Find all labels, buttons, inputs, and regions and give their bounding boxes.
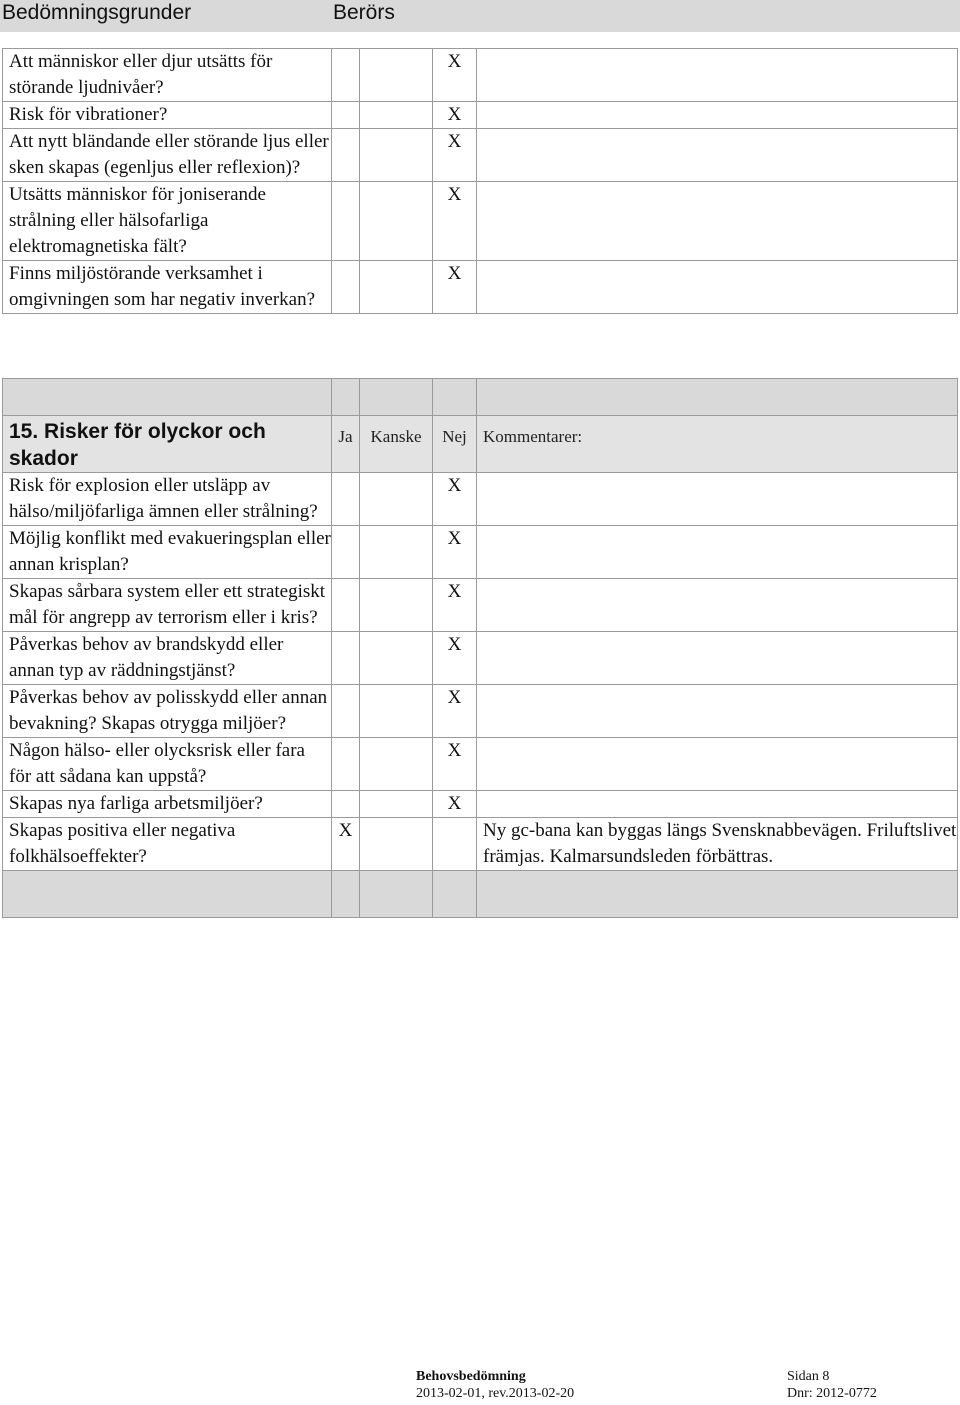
question-cell: Utsätts människor för joniserande strålning eller hälsofarliga elektromagnetiska fält? <box>3 182 332 261</box>
table-row <box>3 526 958 579</box>
table-row <box>3 791 958 818</box>
section-spacer-row <box>3 379 958 416</box>
ja-cell <box>332 49 360 102</box>
table-row <box>3 182 958 261</box>
ja-cell <box>332 261 360 314</box>
nej-cell: X <box>433 526 477 579</box>
kanske-cell <box>360 738 433 791</box>
nej-cell: X <box>433 791 477 818</box>
criteria-table-section-15 <box>2 378 958 918</box>
criteria-table-top <box>2 48 958 314</box>
col-ja-label: Ja <box>338 427 353 446</box>
ja-cell <box>332 102 360 129</box>
comment-cell <box>477 182 958 261</box>
question-cell: Att nytt bländande eller störande ljus eller sken skapas (egenljus eller reflexion)? <box>3 129 332 182</box>
comment-cell <box>477 129 958 182</box>
kanske-cell <box>360 102 433 129</box>
kanske-cell <box>360 129 433 182</box>
footer-dates: 2013-02-01, rev.2013-02-20 <box>416 1386 575 1401</box>
page-footer <box>0 1368 960 1404</box>
comment-cell <box>477 526 958 579</box>
table-row <box>3 632 958 685</box>
comment-cell <box>477 738 958 791</box>
table-row <box>3 473 958 526</box>
comment-cell <box>477 791 958 818</box>
kanske-cell <box>360 182 433 261</box>
table-row <box>3 818 958 871</box>
question-cell: Risk för explosion eller utsläpp av hälso/miljöfarliga ämnen eller strålning? <box>3 473 332 526</box>
ja-cell <box>332 791 360 818</box>
nej-cell: X <box>433 102 477 129</box>
section-title: 15. Risker för olyckor och skador <box>9 420 266 470</box>
comment-cell <box>477 685 958 738</box>
ja-cell <box>332 579 360 632</box>
kanske-cell <box>360 818 433 871</box>
col-kanske-label: Kanske <box>370 427 422 446</box>
ja-cell <box>332 182 360 261</box>
section-header-row <box>3 416 958 473</box>
question-cell: Risk för vibrationer? <box>3 102 332 129</box>
kanske-cell <box>360 632 433 685</box>
question-cell: Skapas positiva eller negativa folkhälsoeffekter? <box>3 818 332 871</box>
footer-page-number: Sidan 8 <box>787 1369 830 1384</box>
table-header-bar <box>0 0 960 32</box>
kanske-cell <box>360 526 433 579</box>
question-cell: Möjlig konflikt med evakueringsplan eller annan krisplan? <box>3 526 332 579</box>
nej-cell: X <box>433 182 477 261</box>
nej-cell: X <box>433 632 477 685</box>
kanske-cell <box>360 473 433 526</box>
ja-cell <box>332 685 360 738</box>
comment-cell <box>477 579 958 632</box>
footer-dnr: Dnr: 2012-0772 <box>787 1386 877 1401</box>
table-row <box>3 685 958 738</box>
question-cell: Påverkas behov av brandskydd eller annan typ av räddningstjänst? <box>3 632 332 685</box>
question-cell: Skapas nya farliga arbetsmiljöer? <box>3 791 332 818</box>
col-nej-label: Nej <box>442 427 467 446</box>
table-row <box>3 579 958 632</box>
table-row <box>3 261 958 314</box>
comment-cell <box>477 49 958 102</box>
kanske-cell <box>360 579 433 632</box>
ja-cell <box>332 632 360 685</box>
nej-cell: X <box>433 49 477 102</box>
table-row <box>3 49 958 102</box>
ja-cell <box>332 526 360 579</box>
nej-cell: X <box>433 685 477 738</box>
question-cell: Någon hälso- eller olycksrisk eller fara för att sådana kan uppstå? <box>3 738 332 791</box>
nej-cell: X <box>433 579 477 632</box>
header-berors: Berörs <box>333 1 395 24</box>
footer-doc-title: Behovsbedömning <box>416 1369 526 1384</box>
question-cell: Finns miljöstörande verksamhet i omgivningen som har negativ inverkan? <box>3 261 332 314</box>
table-row <box>3 738 958 791</box>
ja-cell <box>332 129 360 182</box>
question-cell: Skapas sårbara system eller ett strategiskt mål för angrepp av terrorism eller i kris? <box>3 579 332 632</box>
kanske-cell <box>360 49 433 102</box>
header-bedomningsgrunder: Bedömningsgrunder <box>2 1 192 24</box>
comment-cell <box>477 102 958 129</box>
nej-cell: X <box>433 261 477 314</box>
ja-cell <box>332 738 360 791</box>
kanske-cell <box>360 261 433 314</box>
table-row <box>3 102 958 129</box>
kanske-cell <box>360 791 433 818</box>
comment-cell <box>477 261 958 314</box>
comment-cell <box>477 473 958 526</box>
comment-cell <box>477 632 958 685</box>
ja-cell <box>332 473 360 526</box>
nej-cell: X <box>433 738 477 791</box>
nej-cell <box>433 818 477 871</box>
nej-cell: X <box>433 473 477 526</box>
comment-cell: Ny gc-bana kan byggas längs Svensknabbevägen. Friluftslivet främjas. Kalmarsundsleden förbättras. <box>477 818 958 871</box>
ja-cell: X <box>332 818 360 871</box>
kanske-cell <box>360 685 433 738</box>
nej-cell: X <box>433 129 477 182</box>
table-end-spacer-row <box>3 871 958 918</box>
question-cell: Påverkas behov av polisskydd eller annan bevakning? Skapas otrygga miljöer? <box>3 685 332 738</box>
table-row <box>3 129 958 182</box>
question-cell: Att människor eller djur utsätts för störande ljudnivåer? <box>3 49 332 102</box>
col-comment-label: Kommentarer: <box>483 427 583 446</box>
